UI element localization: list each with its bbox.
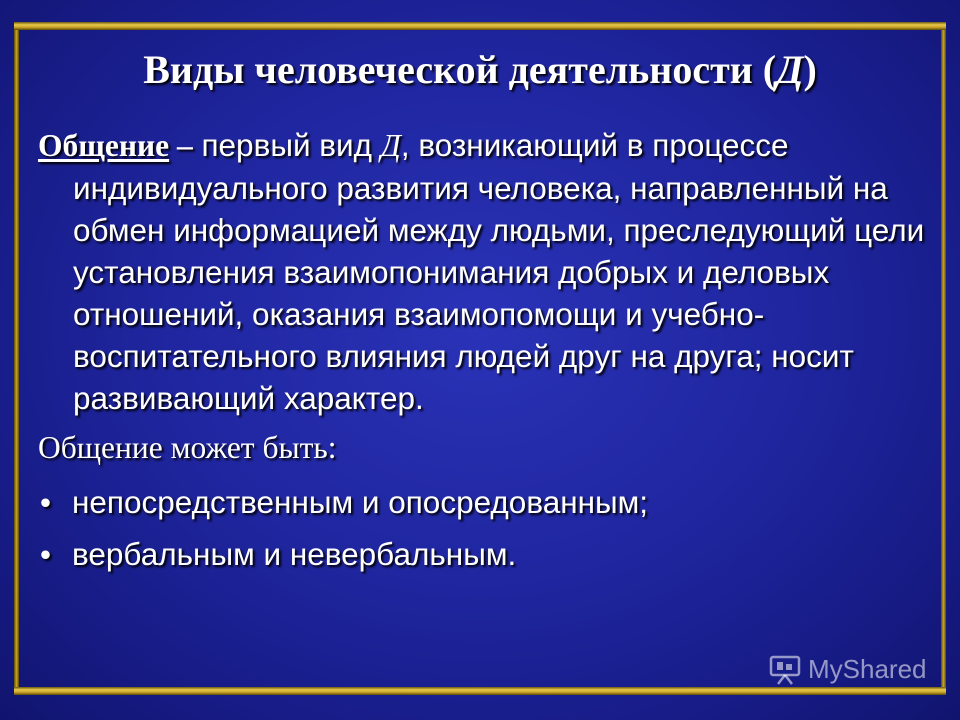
bullet-text: непосредственным и опосредованным; <box>72 484 649 520</box>
bullet-icon: • <box>40 484 52 520</box>
definition-part1: первый вид <box>192 127 381 163</box>
right-gold-line <box>941 30 946 687</box>
definition-paragraph <box>38 124 928 419</box>
definition-part2: , возникающий в процессе индивидуального развития человека, направленный на обмен информацией между людьми, преследующий цели установления взаимопонимания добрых и деловых отношений, оказания взаимопомощи и учебно-воспитательного влияния людей друг на друга; носит развивающий характер. <box>73 127 925 416</box>
term-obshchenie: Общение <box>38 128 170 163</box>
bullet-text: вербальным и невербальным. <box>72 536 517 572</box>
types-label: Общение может быть: <box>38 430 337 465</box>
watermark <box>768 654 927 685</box>
watermark-text: MyShared <box>808 654 927 684</box>
list-item <box>38 481 928 523</box>
projector-icon <box>768 655 802 685</box>
term-dash: – <box>169 128 193 163</box>
title-text: Виды человеческой деятельности ( <box>143 47 777 92</box>
slide-body <box>38 124 928 585</box>
title-d: Д <box>776 47 804 92</box>
bottom-gold-bar <box>14 687 946 695</box>
types-list <box>38 481 928 575</box>
slide-title <box>0 46 960 93</box>
title-close: ) <box>803 47 817 92</box>
left-gold-line <box>14 30 19 687</box>
definition-d: Д <box>380 128 401 163</box>
list-item <box>38 533 928 575</box>
top-gold-bar <box>14 22 946 30</box>
bullet-icon: • <box>40 536 52 572</box>
